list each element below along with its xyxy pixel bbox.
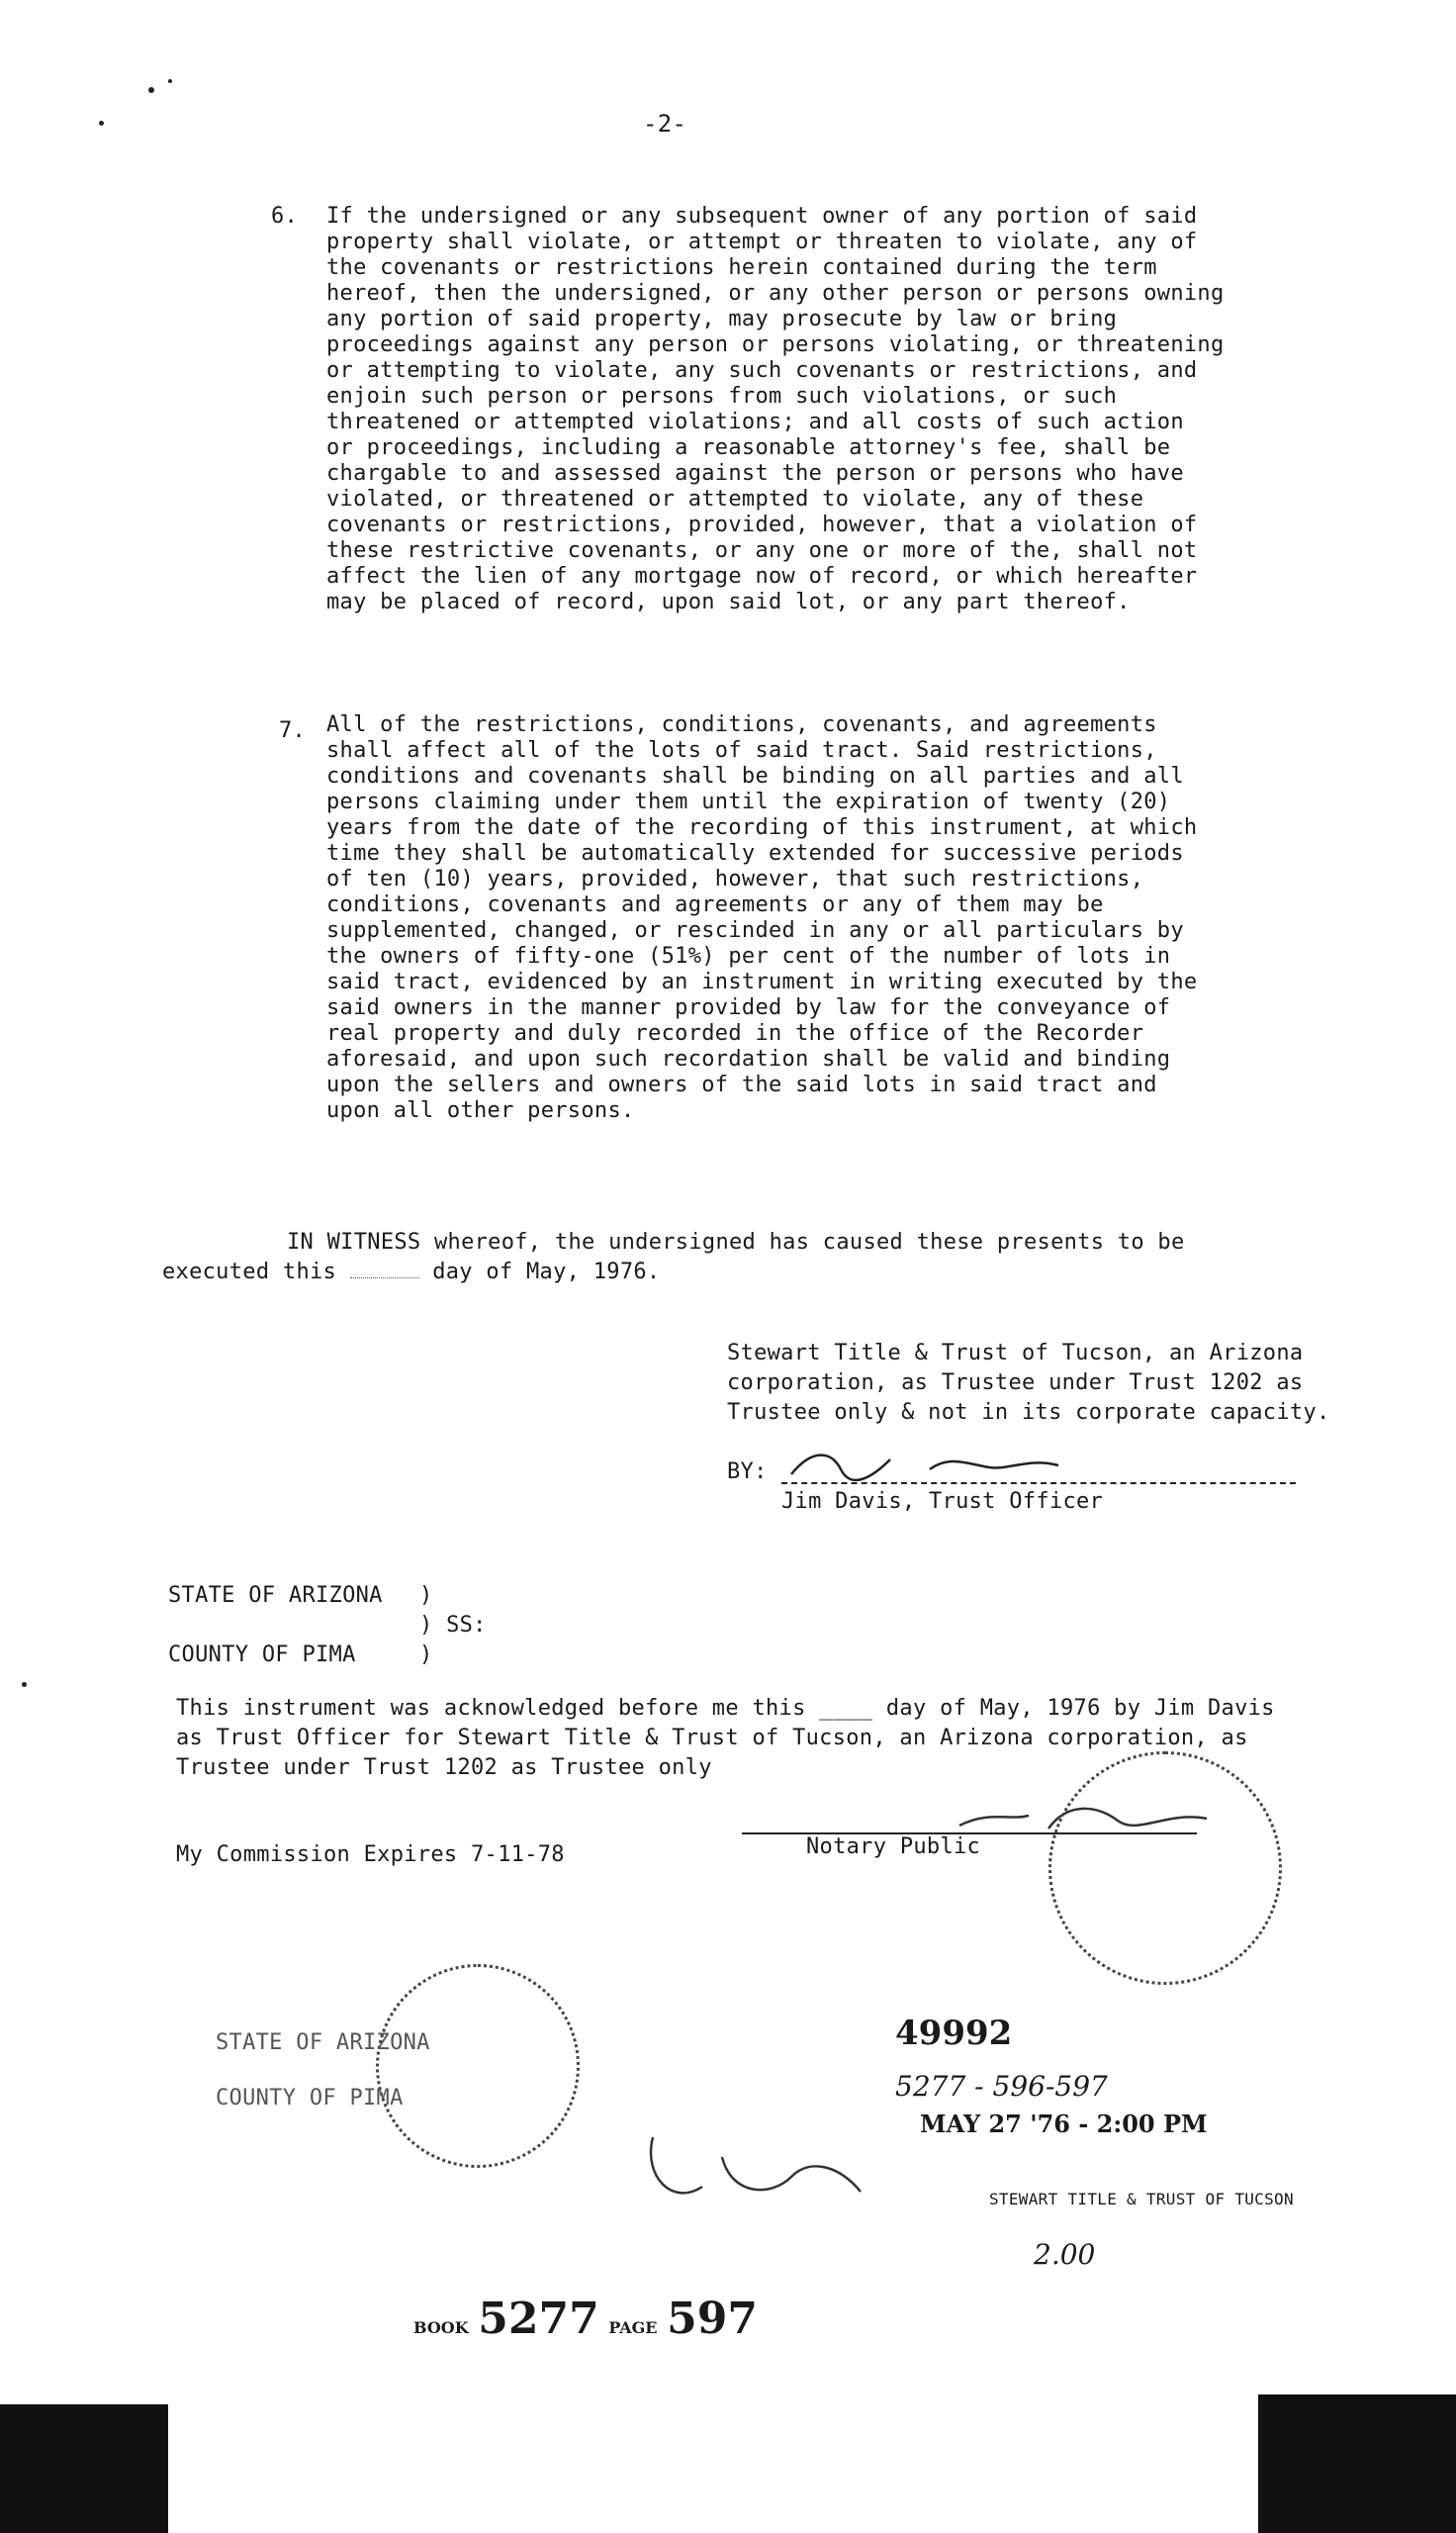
witness-day-of-may: day of May, 1976. [432, 1260, 661, 1284]
recording-fee: 2.00 [1034, 2238, 1096, 2271]
requested-by: STEWART TITLE & TRUST OF TUCSON [989, 2190, 1294, 2208]
commission-date: 7-11-78 [471, 1842, 565, 1867]
recording-state: STATE OF ARIZONA [216, 2030, 430, 2055]
scan-speck [22, 1682, 27, 1687]
commission-expires [176, 1842, 565, 1868]
scan-speck [168, 79, 172, 83]
trustee-line-2: corporation, as Trustee under Trust 1202 as [727, 1370, 1304, 1395]
scan-edge-left [0, 2404, 168, 2533]
witness-line-1: IN WITNESS whereof, the undersigned has caused these presents to be [287, 1230, 1185, 1255]
ack-paren-1: ) [419, 1583, 433, 1608]
trustee-line-1: Stewart Title & Trust of Tucson, an Arizona [727, 1341, 1304, 1365]
docket-number: 49992 [895, 2014, 1013, 2053]
commission-label: My Commission Expires [176, 1842, 458, 1867]
ack-ss: ) SS: [419, 1613, 487, 1638]
ack-text-line-3: Trustee under Trust 1202 as Trustee only [176, 1755, 712, 1780]
book-page-reference: 5277 - 596-597 [895, 2070, 1108, 2103]
witness-line-2 [162, 1260, 660, 1285]
county-recorder-seal [376, 1964, 580, 2168]
notary-label: Notary Public [806, 1834, 981, 1859]
ack-county: COUNTY OF PIMA [168, 1642, 356, 1667]
notary-seal [1048, 1751, 1282, 1985]
section-6-text: If the undersigned or any subsequent owner of any portion of said property shall violate, or attempt or threaten to violate, any of the covenants or restrictions herein contained during the term hereof, then the undersigned, or any other person or persons owning any portion of said property, may prosecute by law or bring proceedings against any person or persons violating, or threatening or attempting to violate, any such covenants or restrictions, and enjoin such person or persons from such violations, or such threatened or attempted violations; and all costs of such action or proceedings, including a reasonable attorney's fee, shall be chargable to and assessed against the person or persons who have violated, or threatened or attempted to violate, any of these covenants or restrictions, provided, however, that a violation of these restrictive covenants, or any one or more of the, shall not affect the lien of any mortgage now of record, or which hereafter may be placed of record, upon said lot, or any part thereof. [326, 204, 1225, 614]
book-page-stamp [413, 2294, 758, 2344]
ack-text-line-1: This instrument was acknowledged before me this ____ day of May, 1976 by Jim Davis [176, 1696, 1275, 1721]
book-number: 5277 [478, 2294, 599, 2344]
section-7-number: 7. [279, 718, 307, 743]
section-7-text: All of the restrictions, conditions, covenants, and agreements shall affect all of the lots of said tract. Said restrictions, conditions and covenants shall be binding on all parties and all persons claiming under them until the expiration of twenty (20) years from the date of the recording of this instrument, at which time they shall be automatically extended for successive periods of ten (10) years, provided, however, that such restrictions, conditions, covenants and agreements or any of them may be supplemented, changed, or rescinded in any or all particulars by the owners of fifty-one (51%) per cent of the number of lots in said tract, evidenced by an instrument in writing executed by the said owners in the manner provided by law for the conveyance of real property and duly recorded in the office of the Recorder aforesaid, and upon such recordation shall be valid and binding upon the sellers and owners of the said lots in said tract and upon all other persons. [326, 712, 1198, 1123]
scan-speck [99, 121, 104, 126]
recorder-signature [633, 2098, 880, 2226]
book-label: BOOK [413, 2318, 469, 2337]
received-stamp: MAY 27 '76 - 2:00 PM [920, 2110, 1208, 2138]
ack-text-line-2: as Trust Officer for Stewart Title & Trust of Tucson, an Arizona corporation, as [176, 1726, 1248, 1750]
page-number: -2- [643, 110, 687, 138]
recording-county: COUNTY OF PIMA [216, 2086, 404, 2111]
witness-day-blank [350, 1277, 419, 1278]
scan-speck [148, 87, 154, 93]
page-label: PAGE [608, 2318, 658, 2337]
signature-line [781, 1482, 1296, 1484]
page-ref-number: 597 [667, 2294, 758, 2344]
trustee-line-3: Trustee only & not in its corporate capacity. [727, 1400, 1330, 1425]
section-6-number: 6. [271, 204, 299, 229]
witness-executed-this: executed this [162, 1260, 337, 1284]
ack-paren-2: ) [419, 1642, 433, 1667]
by-label: BY: [727, 1459, 768, 1484]
signer-name: Jim Davis, Trust Officer [781, 1489, 1104, 1514]
scan-edge-right [1258, 2394, 1456, 2533]
ack-state: STATE OF ARIZONA [168, 1583, 383, 1608]
